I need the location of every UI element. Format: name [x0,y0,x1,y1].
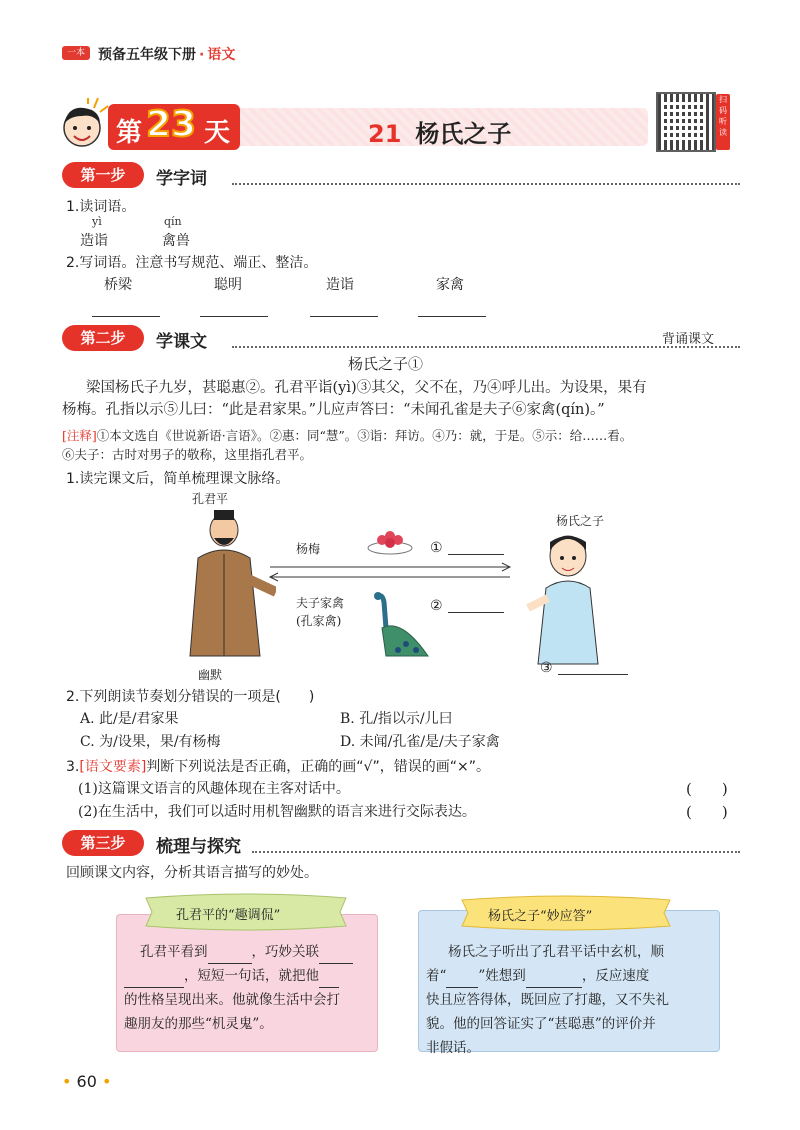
left-card-l1b: ，巧妙关联 [251,944,319,960]
left-card-title: 孔君平的“趣调侃” [176,908,281,923]
step3-instruction: 回顾课文内容，分析其语言描写的妙处。 [66,865,318,881]
kong-junping-label: 孔君平 [192,492,229,506]
lesson-title [368,114,511,149]
lesson-number: 21 [368,120,402,148]
answer-blank-1[interactable] [448,554,504,555]
note-text-1: ①本文选自《世说新语·言语》。②惠：同“慧”。③诣：拜访。④乃：就，于是。⑤示：给……看。 [96,428,633,443]
page-number-value: 60 [76,1072,97,1091]
bird-label-1: 夫子家禽 [296,596,345,610]
left-card-l1a: 孔君平看到 [140,944,208,960]
q3-number: 3. [66,759,80,775]
marker-1: ① [430,540,443,556]
mascot-kid-icon [54,98,110,154]
answer-blank-3[interactable] [558,674,628,675]
option-b[interactable]: B. 孔/指以示/儿曰 [340,711,453,727]
left-card-line-1 [140,940,353,964]
yang-son-figure-icon [518,528,608,668]
write-word-2: 聪明 [214,277,242,293]
right-blank-2[interactable] [526,969,582,988]
right-card-l2b: ”姓想到 [478,968,526,984]
bird-label-2: (孔家禽) [296,614,342,628]
q3-text: 判断下列说法是否正确，正确的画“√”，错误的画“×”。 [146,759,490,775]
word2-pinyin: qín [164,215,182,228]
qr-label: 扫码听读 [716,94,730,150]
fruit-label: 杨梅 [296,542,321,556]
write-word-4: 家禽 [436,277,464,293]
right-card-line-3: 快且应答得体，既回应了打趣，又不失礼 [426,992,669,1008]
recite-label: 背诵课文 [662,332,715,347]
right-card-line-4: 貌。他的回答证实了“甚聪惠”的评价并 [426,1016,656,1032]
step3-title: 梳理与探究 [156,837,241,857]
left-blank-4[interactable] [319,969,339,988]
day-suffix: 天 [204,118,231,148]
left-blank-3[interactable] [124,969,184,988]
judge-item-1: (1)这篇课文语言的风趣体现在主客对话中。 [78,781,350,797]
judge-paren-2[interactable]: ( ) [686,803,728,821]
right-card-line-1: 杨氏之子听出了孔君平话中玄机，顺 [448,944,664,960]
humor-label: 幽默 [198,668,223,682]
lesson-name: 杨氏之子 [415,119,512,148]
text-line-1: 梁国杨氏子九岁，甚聪惠②。孔君平诣(yì)③其父，父不在，乃④呼儿出。为设果，果有 [86,380,647,396]
write-word-1: 桥梁 [104,277,132,293]
marker-3: ③ [540,660,553,676]
right-card-l2c: ，反应速度 [581,968,650,984]
day-prefix: 第 [116,118,143,148]
left-blank-2[interactable] [319,945,353,964]
option-d[interactable]: D. 未闻/孔雀/是/夫子家禽 [340,734,500,750]
step3-badge: 第三步 [62,830,144,856]
option-a[interactable]: A. 此/是/君家果 [80,711,179,727]
step1-badge: 第一步 [62,162,144,188]
write-blank-1[interactable] [92,316,160,317]
day-badge [108,104,240,150]
header-dot: · [199,47,205,63]
right-card-line-5: 非假话。 [426,1040,480,1056]
write-blank-4[interactable] [418,316,486,317]
word2: 禽兽 [162,233,190,249]
left-card-line-4: 趣朋友的那些“机灵鬼”。 [124,1016,273,1032]
step3-divider [252,851,740,853]
left-blank-1[interactable] [208,945,252,964]
option-c[interactable]: C. 为/设果，果/有杨梅 [80,734,221,750]
judge-item-2: (2)在生活中，我们可以适时用机智幽默的语言来进行交际表达。 [78,804,476,820]
answer-blank-2[interactable] [448,612,504,613]
q3-tag: [语文要素] [79,759,147,775]
book-header [98,44,235,64]
note-line-2: ⑥夫子：古时对男子的敬称，这里指孔君平。 [62,447,313,462]
step2-title: 学课文 [156,332,207,352]
dialog-arrows [266,562,514,582]
bayberry-plate-icon [366,526,414,556]
step1-divider [232,183,740,185]
peacock-icon [362,588,432,660]
text-line-2: 杨梅。孔指以示⑤儿曰：“此是君家果。”儿应声答曰：“未闻孔雀是夫子⑥家禽(qín)。” [62,402,605,418]
yang-son-label: 杨氏之子 [556,514,605,528]
write-word-3: 造诣 [326,277,354,293]
note-tag: [注释] [62,428,97,443]
subject-label: 语文 [207,47,236,63]
right-card-title: 杨氏之子“妙应答” [488,909,593,924]
write-blank-3[interactable] [310,316,378,317]
step1-q2: 2.写词语。注意书写规范、端正、整洁。 [66,255,318,271]
marker-2: ② [430,598,443,614]
word1-pinyin: yì [92,215,102,228]
step2-q3 [66,756,490,776]
grade-label: 预备五年级下册 [98,47,196,63]
step1-title: 学字词 [156,169,207,189]
write-blank-2[interactable] [200,316,268,317]
series-badge: 一本 [62,46,90,60]
step2-q2: 2.下列朗读节奏划分错误的一项是( ) [66,689,315,705]
step1-q1: 1.读词语。 [66,199,136,215]
word1: 造诣 [80,233,108,249]
right-card-l2a: 着“ [426,968,447,984]
day-number: 23 [146,104,197,145]
kong-junping-figure-icon [176,508,276,658]
judge-paren-1[interactable]: ( ) [686,780,728,798]
left-card-l2: ，短短一句话，就把他 [184,968,319,984]
left-card-line-2 [124,964,339,988]
step2-badge: 第二步 [62,325,144,351]
qr-code-pattern [664,100,704,140]
right-card-line-2 [426,964,649,988]
poem-title: 杨氏之子① [348,355,424,373]
page-number: • 60 • [62,1072,112,1091]
right-blank-1[interactable] [446,969,478,988]
note-line-1 [62,426,632,445]
step2-q1: 1.读完课文后，简单梳理课文脉络。 [66,471,290,487]
left-card-line-3: 的性格呈现出来。他就像生活中会打 [124,992,340,1008]
